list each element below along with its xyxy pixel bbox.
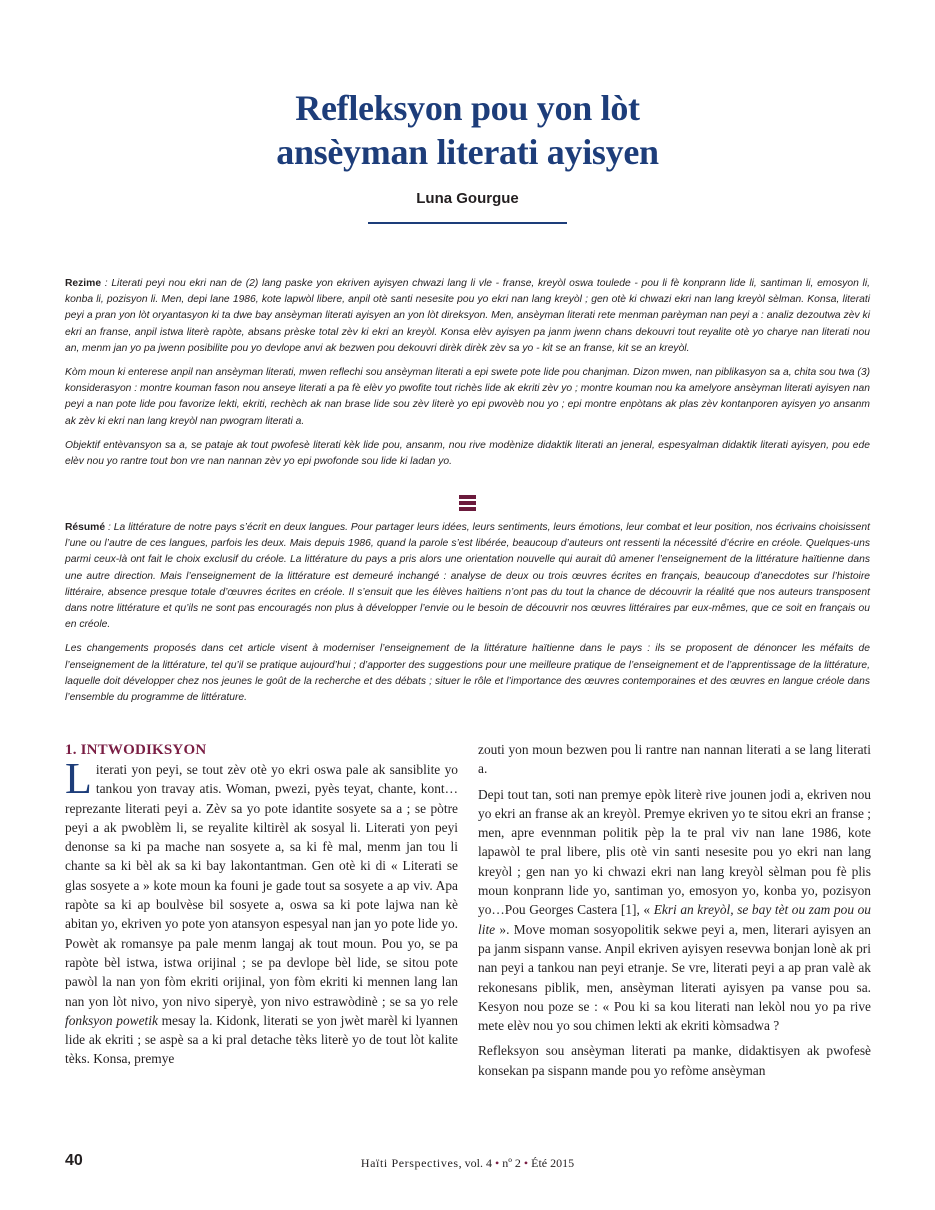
abstract-kreyol-text-1: : Literati peyi nou ekri nan de (2) lang paske yon ekriven ayisyen chwazi lang li vle - franse, kreyòl oswa toulede - pou li fè konprann lide li, santiman li, emosyon li, konba li, pozisyon li. Men, depi lane 1986, kote lapwòl libere, anpil otè santi nesesite pou yo ekri nan lang kreyòl ; gen otè ki chwazi ekri nan lang kreyòl sèlman. Konsa, literati peyi a pran yon lòt oryantasyon ki ta dwe bay ansèyman literati ayisyen an yon lòt direksyon. Men, ansèyman literati rete menman parèyman nan peyi a : analiz dezoutwa zèv ki ekri an franse, anpil istwa literè rapòte, absans prèske total zèv ki ekri an kreyòl. Konsa elèv ayisyen pa janm jwenn chans dekouvri tout reyalite otè yo charye nan literati nou an, menm jan yo pa jwenn posibilite pou yo devlope anvi ak bezwen pou dekouvri dirèk dirèk zèv sa yo - kit se an franse, kit se an kreyòl. (65, 278, 870, 354)
journal-name: Haïti Perspectives (360, 1156, 459, 1170)
intro-text-a: iterati yon peyi, se tout zèv otè yo ekri oswa pale ak sansiblite yo tankou yon travay atis. Woman, pwezi, pyès teyat, chante, kont… reprezante literati peyi a. Zèv sa yo pote idantite sosyete sa a ; se pòtre peyi a ak pwoblèm li, se reyalite kiltirèl ak sosyal li. Literati yon peyi denonse sa ki pa mache nan sosyete a, sa ki fè mal, menm jan tou li chante sa ki bèl ak sa ki bay lakontantman. Gen otè ki di « Literati se glas sosyete a » kote moun ka founi je gade tout sa sosyete a ap viv. Apa rapòte sa ki ap boulvèse bil sosyete a, oswa sa ki pote lajwa nan kè abitan yo, ekriven yo pote yon atansyon espesyal nan jan yo pote lide yo. Powèt ak romansye pa pale menm langaj ak tout moun. Pou yo, se pa rapòte bèl istwa, istwa orijinal ; se pa devlope bèl lide, se sitou pote pawòl la nan yon fòm ekriti orijinal, yon fòm ekriti ki mennen lang lan nan yon lòt nivo, yon nivo siperyè, yon nivo estrawòdinè ; se sa yo rele (65, 762, 458, 1009)
footer-separator-2: • (523, 1156, 529, 1170)
intro-paragraph (65, 754, 458, 1069)
journal-issue: nº 2 (499, 1156, 524, 1170)
abstract-kreyol-label: Rezime (65, 278, 102, 289)
article-title (0, 86, 935, 174)
drop-cap: L (65, 754, 92, 803)
right-p2-text-a: Depi tout tan, soti nan premye epòk literè rive jounen jodi a, ekriven nou yo ekri an franse ak an kreyòl. Premye ekriven yo te sitou ekri an franse ; men, apre evennman politik pèp la te pral viv nan lane 1986, kote lapawòl te pral libere, plis otè vin santi nesesite pou yo ekri nan lang kreyòl ; gen nan yo ki chwazi ekri nan lang kreyòl sèlman pou fè plis moun konprann lide yo, santiman yo, emosyon yo, konba yo, pozisyon yo…Pou Georges Castera [1], « (478, 786, 871, 918)
abstract-french-label: Résumé (65, 522, 106, 533)
title-line-2: ansèyman literati ayisyen (276, 132, 659, 172)
footer-separator-1: • (494, 1156, 500, 1170)
section-separator-icon (459, 495, 476, 511)
title-line-1: Refleksyon pou yon lòt (295, 88, 640, 128)
intro-emphasis: fonksyon powetik (65, 1012, 158, 1028)
abstract-french (65, 520, 870, 714)
abstract-kreyol-p2: Kòm moun ki enterese anpil nan ansèyman literati, mwen reflechi sou ansèyman literati a epi swete pote lide pou chanjman. Dizon mwen, nan piblikasyon sa a, chita sou twa (3) konsiderasyon : montre kouman fason nou anseye literati a pa fè elèv yo pwofite tout richès lide ak ekriti zèv yo ; montre kouman nou ka amelyore ansèyman literati ayisyen nan peyi a nan pote lide pou favorize lekti, ekriti, rechèch ak nan brase lide sou zèv literè yo epi pwovèb nou yo ; epi montre enpòtans ak plas zèv kontanporen ayisyen yo ansanm ak zèv ki ekri nan lang kreyòl nan pwogram literati a. (65, 367, 870, 427)
abstract-french-p2: Les changements proposés dans cet article visent à moderniser l’enseignement de la littérature haïtienne dans le pays : ils se proposent de dénoncer les méfaits de l’enseignement de la littérature, tel qu’il se pratique aujourd’hui ; d’apporter des suggestions pour une meilleure pratique de l’enseignement et de l’apprentissage de la littérature, laquelle doit développer chez nos jeunes le goût de la recherche et des débats ; situer le rôle et l’importance des œuvres contemporaines et des œuvres en langue créole dans l’ensemble du programme de littérature. (65, 643, 870, 704)
body-column-left (65, 740, 458, 1075)
abstract-kreyol (65, 276, 870, 478)
journal-season: Été 2015 (528, 1156, 575, 1170)
right-paragraph-3: Refleksyon sou ansèyman literati pa manke, didaktisyen ak pwofesè konsekan pa sispann mande pou yo refòme ansèyman (478, 1043, 871, 1078)
author-name: Luna Gourgue (416, 190, 519, 207)
abstract-kreyol-p3: Objektif entèvansyon sa a, se pataje ak tout pwofesè literati kèk lide pou, ansanm, nou rive modènize didaktik literati an jeneral, espesyalman didaktik literati ayisyen, pou ede elèv nou yo rantre tout bon vre nan nannan zèv yo epi pwofonde sou lide ki ladan yo. (65, 439, 870, 468)
right-paragraph-1: zouti yon moun bezwen pou li rantre nan nannan literati a se lang literati a. (478, 742, 871, 777)
journal-footer (0, 1156, 935, 1171)
intro-text-b: mesay la. Kidonk, literati se yon jwèt marèl ki lyannen lide ak ekriti ; se aspè sa a ki pral detache tèks literè yo de tout lòt kalite tèks. Konsa, premye (65, 1012, 458, 1067)
abstract-french-text-1: : La littérature de notre pays s’écrit en deux langues. Pour partager leurs idées, leurs sentiments, leurs émotions, leur combat et leur position, nos écrivains choisissent l’une ou l’autre de ces langues, parfois les deux. Mais depuis 1986, quand la parole s’est libérée, beaucoup d’auteurs ont ressenti la nécessité d’écrire en créole. Quelques-uns parmi ceux-là ont fait le choix exclusif du créole. La littérature du pays a pris alors une orientation nouvelle qui aurait dû amener l’enseignement de la littérature haïtienne dans une autre direction. Mais l’enseignement de la littérature est demeuré inchangé : analyse de deux ou trois œuvres écrites en français, beaucoup d’anecdotes sur l’histoire littéraire, absence presque totale d’œuvres écrites en créole. Il s’ensuit que les élèves haïtiens n’ont pas du tout la chance de découvrir la réalité que nos auteurs transposent dans notre littérature et qu’ils ne sont pas encouragés non plus à développer l’envie ou le besoin de découvrir nos œuvres littéraires par eux-mêmes, que ce soit en français ou en créole. (65, 522, 870, 631)
abstract-kreyol-p1 (65, 276, 870, 357)
right-p2-text-b: ». Move moman sosyopolitik sekwe peyi a, men, literari ayisyen an pa janm sispann vanse. Anpil ekriven ayisyen resevwa bonjan lonè ak pri nan peyi a tankou nan peyi etranje. Se vre, literati peyi a ap pran valè ak rekonesans piblik, men, ansèyman literati ayisyen pa vanse pou sa. Kesyon nou poze se : « Pou ki sa kou literati nan lekòl nou yo pa rive mete elèv nou yo sou chimen lekti ak ekriti kòmsadwa ? (478, 921, 871, 1034)
journal-volume: , vol. 4 (458, 1156, 495, 1170)
abstract-french-p1 (65, 520, 870, 633)
title-divider (368, 222, 567, 224)
castera-quote: Ekri an kreyòl, se bay tèt ou zam pou ou lite (478, 902, 871, 937)
section-heading: 1. INTWODIKSYON (65, 742, 207, 758)
page-number: 40 (65, 1152, 83, 1169)
right-paragraph-2 (478, 785, 871, 1036)
body-column-right (478, 740, 871, 1086)
